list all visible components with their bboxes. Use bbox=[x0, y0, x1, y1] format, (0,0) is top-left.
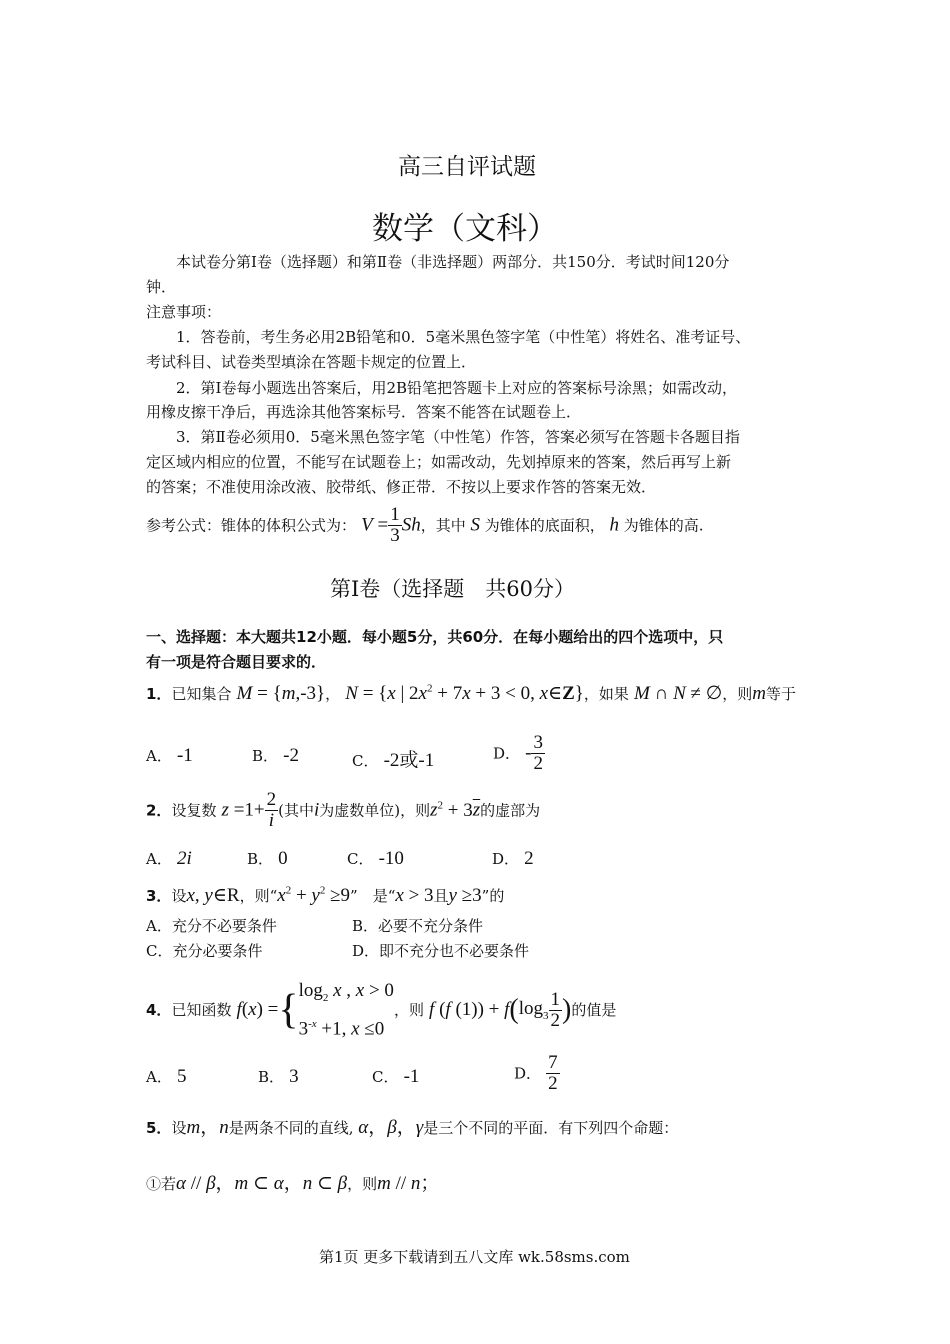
exam-title: 数学（文科） bbox=[372, 211, 558, 247]
proposition-1: ①若α // β，m ⊂ α，n ⊂ β，则m // n； bbox=[146, 1173, 440, 1194]
notice-title: 注意事项： bbox=[146, 303, 222, 321]
option-b[interactable]: B．必要不充分条件 bbox=[352, 917, 484, 935]
exam-subtitle: 高三自评试题 bbox=[398, 154, 536, 180]
question-2: 2．设复数 z =1+ $\frac{2}{i}$ (其中i为虚数单位)，则$z^2 + 3\overline{z}$的虚部为 bbox=[146, 789, 541, 831]
formula-v: V bbox=[361, 514, 373, 536]
question-1: 1．已知集合 M = {m,-3}， N = {x | $2x^2 + 7x + 3 < 0$, x∈Z}，如果 M ∩ N ≠ ∅，则m等于 bbox=[146, 682, 797, 704]
notice-item: 考试科目、试卷类型填涂在答题卡规定的位置上． bbox=[146, 353, 477, 371]
question-4: 4．已知函数 f(x) ={ $\log_2 x$ , x > 0 $3^{-x} +1$, x ≤0 ，则 f (f $(1)) + f(\log_3$ $\frac{1}{2}$ )的值是 bbox=[146, 980, 617, 1040]
notice-item: 的答案；不准使用涂改液、胶带纸、修正带．不按以上要求作答的答案无效． bbox=[146, 478, 657, 496]
option-a[interactable]: A． -1 bbox=[146, 745, 193, 766]
intro-line: 钟． bbox=[146, 278, 177, 296]
option-d[interactable]: D． - $\frac{3}{2}$ bbox=[493, 732, 543, 774]
page-footer: 第1页 更多下载请到五八文库 wk.58sms.com bbox=[319, 1248, 630, 1266]
option-c[interactable]: C． -2或-1 bbox=[352, 750, 435, 771]
option-c[interactable]: C．充分必要条件 bbox=[146, 942, 263, 960]
option-d[interactable]: D． 2 bbox=[492, 848, 534, 869]
notice-item: 1．答卷前，考生务必用2B铅笔和0．5毫米黑色签字笔（中性笔）将姓名、准考证号、 bbox=[176, 328, 751, 346]
option-b[interactable]: B． -2 bbox=[252, 745, 299, 766]
notice-item: 用橡皮擦干净后，再选涂其他答案标号．答案不能答在试题卷上． bbox=[146, 403, 582, 421]
formula-label: 参考公式：锥体的体积公式为： bbox=[146, 516, 357, 535]
option-a[interactable]: A． 2i bbox=[146, 848, 192, 869]
question-5: 5．设m，n是两条不同的直线, α，β，γ是三个不同的平面．有下列四个命题： bbox=[146, 1117, 679, 1138]
reference-formula: 参考公式：锥体的体积公式为： V = $\frac{1}{3}$ Sh，其中 S 为锥体的底面积， h 为锥体的高. bbox=[146, 504, 704, 546]
section-instructions: 有一项是符合题目要求的． bbox=[146, 653, 327, 671]
option-c[interactable]: C． -10 bbox=[347, 848, 404, 869]
notice-item: 2．第Ⅰ卷每小题选出答案后，用2B铅笔把答题卡上对应的答案标号涂黑；如需改动， bbox=[176, 379, 738, 397]
notice-item: 3．第Ⅱ卷必须用0．5毫米黑色签字笔（中性笔）作答，答案必须写在答题卡各题目指 bbox=[176, 428, 740, 446]
intro-line: 本试卷分第Ⅰ卷（选择题）和第Ⅱ卷（非选择题）两部分．共150分．考试时间120分 bbox=[176, 253, 730, 271]
option-b[interactable]: B． 3 bbox=[258, 1066, 299, 1087]
option-b[interactable]: B． 0 bbox=[247, 848, 288, 869]
section-instructions: 一、选择题：本大题共12小题．每小题5分，共60分．在每小题给出的四个选项中，只 bbox=[146, 628, 724, 646]
option-a[interactable]: A．充分不必要条件 bbox=[146, 917, 277, 935]
option-c[interactable]: C． -1 bbox=[372, 1066, 420, 1087]
option-a[interactable]: A． 5 bbox=[146, 1066, 187, 1087]
question-3: 3．设x, y∈R，则“$x^2 + y^2 \ge 9$” 是“x > 3且y ≥3”的 bbox=[146, 884, 505, 906]
section-title: 第Ⅰ卷（选择题 共60分） bbox=[330, 577, 576, 601]
option-d[interactable]: D． $\frac{7}{2}$ bbox=[514, 1052, 558, 1094]
formula-fraction: $\frac{1}{3}$ bbox=[390, 504, 400, 546]
option-d[interactable]: D．即不充分也不必要条件 bbox=[352, 942, 530, 960]
notice-item: 定区域内相应的位置，不能写在试题卷上；如需改动，先划掉原来的答案，然后再写上新 bbox=[146, 453, 732, 471]
